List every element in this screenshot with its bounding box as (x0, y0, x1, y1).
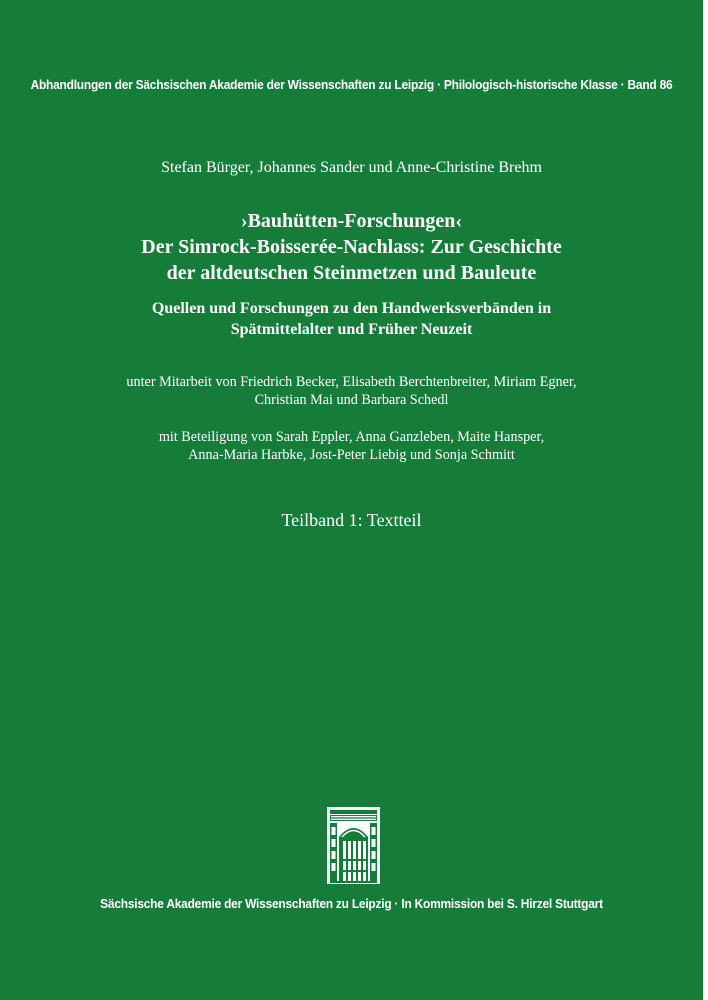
academy-logo-icon (327, 807, 380, 884)
collaboration-credits (0, 373, 703, 409)
credit-line: Christian Mai und Barbara Schedl (254, 392, 449, 408)
title-line: Der Simrock-Boisserée-Nachlass: Zur Geschichte (141, 236, 562, 258)
authors: Stefan Bürger, Johannes Sander und Anne-Christine Brehm (161, 159, 542, 176)
title-line: der altdeutschen Steinmetzen und Bauleute (166, 262, 537, 284)
subtitle-line: Quellen und Forschungen zu den Handwerksverbänden in (151, 300, 552, 317)
subtitle-line: Spätmittelalter und Früher Neuzeit (230, 321, 473, 338)
title-line: ›Bauhütten-Forschungen‹ (240, 210, 463, 232)
volume-label: Teilband 1: Textteil (281, 510, 422, 530)
credit-line: mit Beteiligung von Sarah Eppler, Anna Ganzleben, Maite Hansper, (158, 429, 545, 445)
publisher-line: Sächsische Akademie der Wissenschaften zu Leipzig · In Kommission bei S. Hirzel Stuttgart (100, 896, 603, 911)
participation-credits (0, 428, 703, 464)
series-line: Abhandlungen der Sächsischen Akademie der Wissenschaften zu Leipzig · Philologisch-historische Klasse · Band 86 (30, 77, 673, 92)
book-title (0, 208, 703, 286)
book-subtitle (0, 298, 703, 340)
credit-line: unter Mitarbeit von Friedrich Becker, Elisabeth Berchtenbreiter, Miriam Egner, (126, 374, 577, 390)
credit-line: Anna-Maria Harbke, Jost-Peter Liebig und Sonja Schmitt (188, 447, 515, 463)
